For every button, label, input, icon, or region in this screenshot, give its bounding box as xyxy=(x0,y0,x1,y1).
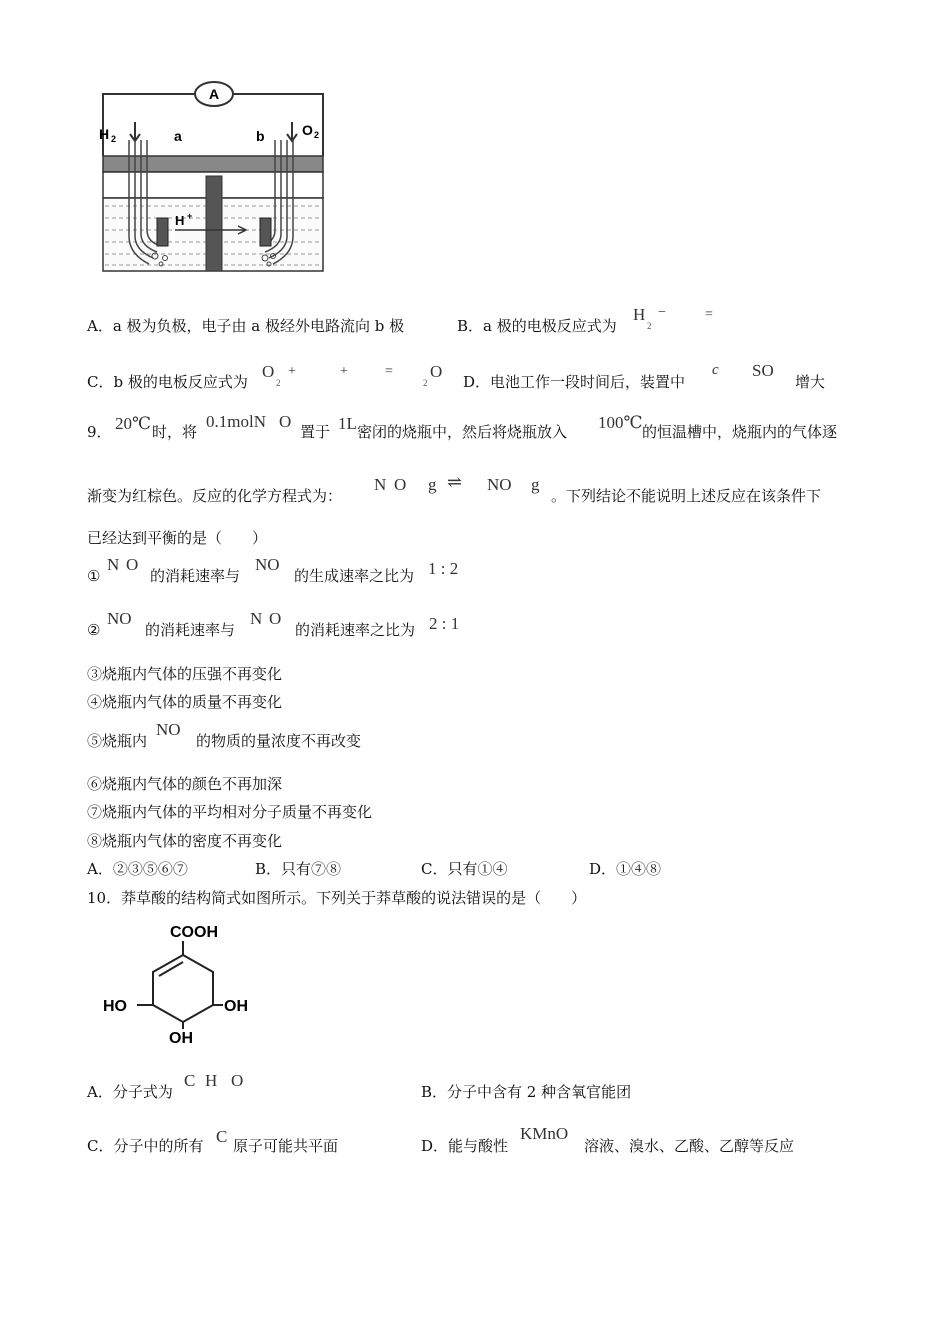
q9-option-d: D．①④⑧ xyxy=(589,860,662,878)
q10-option-d: D．能与酸性 xyxy=(421,1137,509,1155)
q9-statement-2: ② xyxy=(87,621,101,639)
q10-option-b: B．分子中含有 2 种含氧官能团 xyxy=(421,1083,632,1101)
q8-option-a: A．a 极为负极，电子由 a 极经外电路流向 b 极 xyxy=(87,317,405,335)
q9-option-c: C．只有①④ xyxy=(421,860,508,878)
svg-text:A: A xyxy=(208,86,220,102)
electrode-b-label: b xyxy=(256,128,265,144)
svg-text:2: 2 xyxy=(111,134,117,144)
h-ion-label: H xyxy=(175,213,185,228)
svg-text:OH: OH xyxy=(224,998,248,1015)
o2-label: O xyxy=(302,122,313,138)
q9-statement-8: ⑧烧瓶内气体的密度不再变化 xyxy=(87,832,283,850)
ammeter xyxy=(195,82,233,106)
svg-text:HO: HO xyxy=(103,998,127,1015)
h2-label: H xyxy=(99,126,110,142)
q8-option-c: C．b 极的电板反应式为 xyxy=(87,373,248,391)
q10-stem: 10．莽草酸的结构简式如图所示。下列关于莽草酸的说法错误的是（ ） xyxy=(87,889,587,907)
q9-option-a: A．②③⑤⑥⑦ xyxy=(87,860,188,878)
electrode-a xyxy=(157,218,168,246)
q9-statement-7: ⑦烧瓶内气体的平均相对分子质量不再变化 xyxy=(87,803,373,821)
electrode-a-label: a xyxy=(174,128,182,144)
svg-text:OH: OH xyxy=(169,1030,193,1047)
q10-option-a: A．分子式为 xyxy=(87,1083,173,1101)
q9-statement-5: ⑤烧瓶内 xyxy=(87,732,148,750)
q8-b-formula-h: H xyxy=(633,305,646,324)
q9-equation: N xyxy=(374,475,387,494)
q9-statement-3: ③烧瓶内气体的压强不再变化 xyxy=(87,665,283,683)
q9-number: 9． xyxy=(87,423,112,441)
shikimic-acid-structure xyxy=(95,915,275,1050)
q10-option-c: C．分子中的所有 xyxy=(87,1137,204,1155)
q8-c-formula: O xyxy=(262,362,275,381)
q9-option-b: B．只有⑦⑧ xyxy=(255,860,342,878)
q9-statement-4: ④烧瓶内气体的质量不再变化 xyxy=(87,693,283,711)
q9-statement-1: ① xyxy=(87,567,101,585)
electrode-b xyxy=(260,218,271,246)
svg-text:COOH: COOH xyxy=(170,924,218,941)
fuel-cell-diagram xyxy=(95,78,360,278)
svg-text:+: + xyxy=(187,211,193,221)
q9-statement-6: ⑥烧瓶内气体的颜色不再加深 xyxy=(87,775,283,793)
q8-option-d: D．电池工作一段时间后，装置中 xyxy=(463,373,686,391)
svg-text:2: 2 xyxy=(314,130,320,140)
q8-option-b: B．a 极的电极反应式为 xyxy=(457,317,617,335)
